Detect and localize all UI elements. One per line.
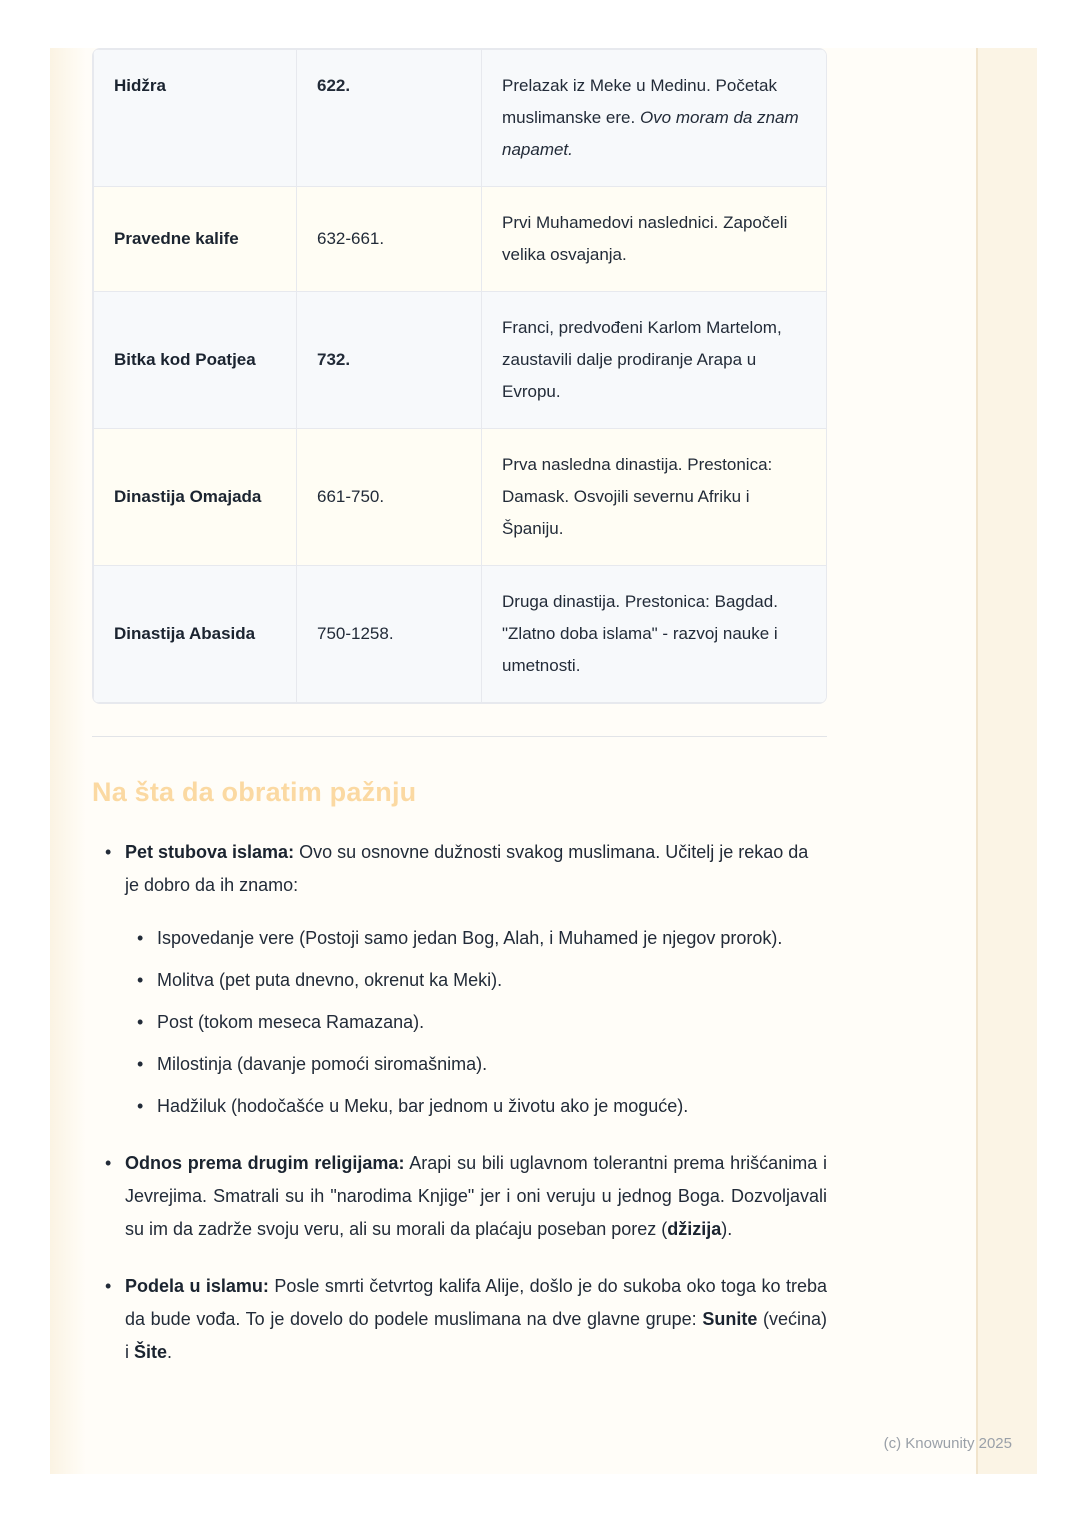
table-row [94, 429, 828, 566]
description-cell [482, 50, 828, 187]
note-item-pillars [92, 836, 827, 1123]
section-divider [92, 736, 827, 737]
note-item-religions [92, 1147, 827, 1246]
description-cell: Druga dinastija. Prestonica: Bagdad. "Zlatno doba islama" - razvoj nauke i umetnosti. [482, 566, 828, 703]
sub-list-item: • Molitva (pet puta dnevno, okrenut ka Meki). [125, 964, 827, 997]
note-text: Ovo su osnovne dužnosti svakog muslimana. Učitelj je rekao da je dobro da ih znamo: [125, 842, 809, 895]
page-left-edge [50, 48, 86, 1474]
term-cell: Hidžra [94, 50, 297, 187]
description-italic-text: Ovo moram da znam napamet. [502, 108, 799, 159]
table-row [94, 292, 828, 429]
table-row [94, 187, 828, 292]
description-cell: Franci, predvođeni Karlom Martelom, zaustavili dalje prodiranje Arapa u Evropu. [482, 292, 828, 429]
date-cell: 632-661. [297, 187, 482, 292]
note-label: Odnos prema drugim religijama: [125, 1153, 405, 1173]
term-cell: Dinastija Omajada [94, 429, 297, 566]
sub-list-item: • Milostinja (davanje pomoći siromašnima). [125, 1048, 827, 1081]
date-cell: 622. [297, 50, 482, 187]
history-table [93, 49, 827, 703]
note-text: (većina) i [125, 1309, 827, 1362]
footer-copyright: (c) Knowunity 2025 [883, 1435, 1012, 1452]
history-table-wrapper [92, 48, 827, 704]
note-label: Podela u islamu: [125, 1276, 269, 1296]
note-bold-term: Sunite [702, 1309, 758, 1329]
note-text: . [167, 1342, 173, 1362]
date-cell: 732. [297, 292, 482, 429]
description-text: Prelazak iz Meke u Medinu. Početak muslimanske ere. [502, 76, 777, 127]
page-content [92, 48, 827, 1369]
note-text: Posle smrti četvrtog kalifa Alije, došlo je do sukoba oko toga ko treba da bude vođa. To je dovelo do podele muslimana na dve glavne grupe: [125, 1276, 827, 1329]
sub-list-item: • Ispovedanje vere (Postoji samo jedan Bog, Alah, i Muhamed je njegov prorok). [125, 922, 827, 955]
term-cell: Dinastija Abasida [94, 566, 297, 703]
section-heading: Na šta da obratim pažnju [92, 777, 417, 807]
note-bold-term: Šite [134, 1342, 168, 1362]
note-label: Pet stubova islama: [125, 842, 295, 862]
date-cell: 750-1258. [297, 566, 482, 703]
term-cell: Pravedne kalife [94, 187, 297, 292]
document-page [50, 48, 1035, 1474]
sub-list-item: • Hadžiluk (hodočašće u Meku, bar jednom u životu ako je moguće). [125, 1090, 827, 1123]
sub-list-item: • Post (tokom meseca Ramazana). [125, 1006, 827, 1039]
term-cell: Bitka kod Poatjea [94, 292, 297, 429]
date-cell: 661-750. [297, 429, 482, 566]
note-bold-term: džizija [667, 1219, 722, 1239]
notes-list [92, 836, 827, 1369]
table-row [94, 566, 828, 703]
note-item-division [92, 1270, 827, 1369]
description-cell: Prva nasledna dinastija. Prestonica: Damask. Osvojili severnu Afriku i Španiju. [482, 429, 828, 566]
pillars-sub-list [125, 922, 827, 1123]
note-text: Arapi su bili uglavnom tolerantni prema hrišćanima i Jevrejima. Smatrali su ih "narodima Knjige" jer i oni veruju u jednog Boga. Dozvoljavali su im da zadrže svoju veru, ali su morali da plaćaju poseban porez ( [125, 1153, 828, 1239]
note-text: ). [721, 1219, 733, 1239]
page-right-edge [976, 48, 1037, 1474]
table-row [94, 50, 828, 187]
description-cell: Prvi Muhamedovi naslednici. Započeli velika osvajanja. [482, 187, 828, 292]
